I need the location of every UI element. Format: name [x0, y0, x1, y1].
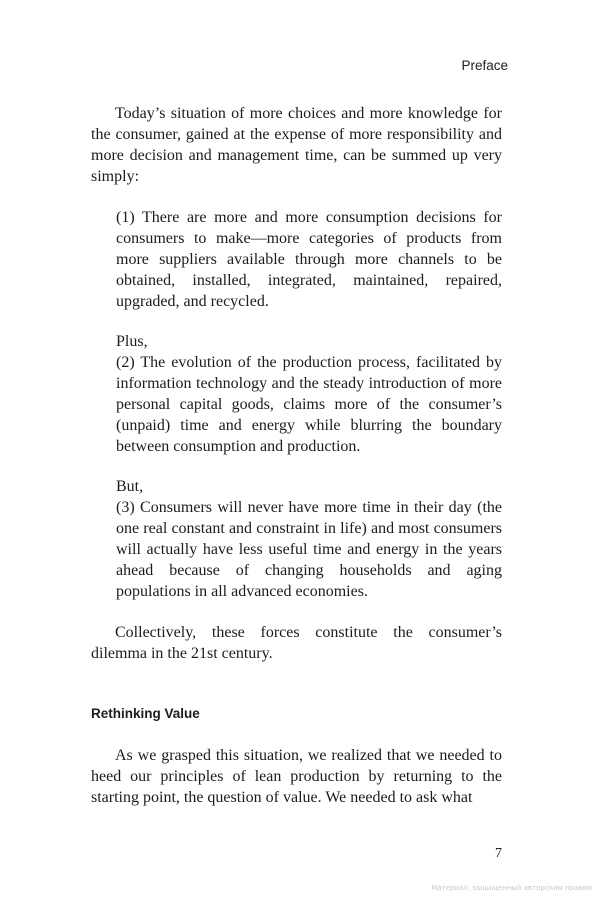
- section-heading: Rethinking Value: [91, 706, 200, 721]
- paragraph-text: Collectively, these forces constitute the consumer’s dilemma in the 21st century.: [91, 624, 502, 662]
- point-three-block: [116, 476, 502, 602]
- point-one-block: [116, 207, 502, 312]
- intro-paragraph: [91, 103, 502, 187]
- but-label: But,: [116, 478, 144, 495]
- paragraph-text: (3) Consumers will never have more time in their day (the one real constant and constraint in life) and most consumers will actually have less useful time and energy in the years ahead because of changing households and aging populations in all advanced economies.: [116, 499, 502, 600]
- paragraph-text: As we grasped this situation, we realized that we needed to heed our principles of lean production by returning to the starting point, the question of value. We needed to ask what: [91, 747, 502, 806]
- watermark: Материал, защищенный авторским правом: [431, 884, 592, 892]
- paragraph-text: (2) The evolution of the production process, facilitated by information technology and the steady introduction of more personal capital goods, claims more of the consumer’s (unpaid) time and energy while blurring the boundary between consumption and production.: [116, 354, 502, 455]
- final-paragraph: [91, 745, 502, 808]
- plus-label: Plus,: [116, 333, 148, 350]
- paragraph-text: Today’s situation of more choices and more knowledge for the consumer, gained at the expense of more responsibility and more decision and management time, can be summed up very simply:: [91, 105, 502, 185]
- page-number: 7: [495, 846, 502, 861]
- running-head: Preface: [461, 58, 508, 73]
- point-two-block: [116, 331, 502, 457]
- paragraph-text: (1) There are more and more consumption decisions for consumers to make—more categories of products from more suppliers available through more channels to be obtained, installed, integrated, maintained, repaired, upgraded, and recycled.: [116, 209, 502, 310]
- collectively-paragraph: [91, 622, 502, 664]
